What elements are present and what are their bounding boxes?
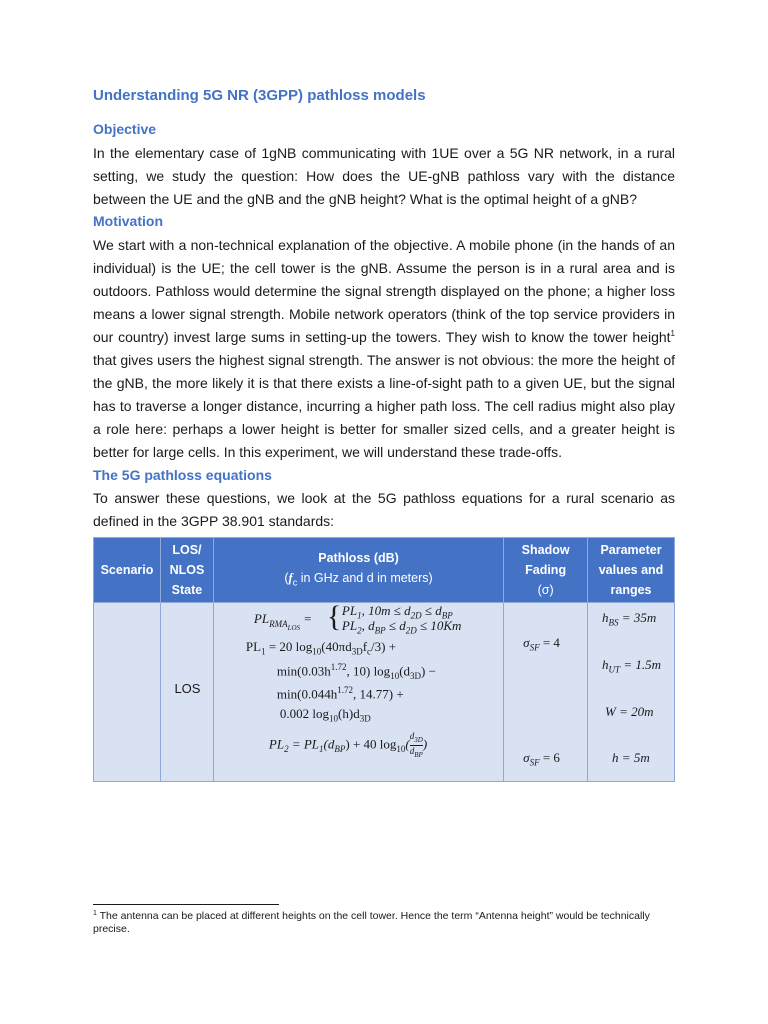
pl2-pl1sub: 1 (319, 743, 324, 754)
cell-pathloss (213, 600, 503, 782)
case-1-bp: BP (441, 610, 453, 621)
cell-scenario (94, 603, 161, 782)
sf2-sub: SF (529, 757, 540, 768)
case-2-d2d: 2D (405, 625, 417, 636)
pl1-l1-logsub: 10 (312, 646, 322, 657)
case-2 (342, 618, 462, 636)
pl-rma-lhs (254, 611, 312, 631)
pl1-l4-a: 0.002 log (279, 706, 330, 721)
cell-parameters (588, 603, 675, 782)
page-title: Understanding 5G NR (3GPP) pathloss models (93, 87, 426, 104)
header-param-line: values and (598, 563, 664, 577)
objective-heading: Objective (93, 121, 157, 137)
table-row (94, 603, 675, 782)
header-param-line: Parameter (600, 543, 662, 557)
case-1-le: ≤ d (421, 603, 442, 618)
pl2-e: ( (405, 736, 410, 752)
pl-rma-text: PL (253, 611, 270, 626)
case-1-d2d: 2D (410, 610, 422, 621)
pl1-l3-end: , 14.77) + (352, 686, 404, 702)
header-state-line: LOS/ (172, 543, 202, 557)
footnote-separator (93, 904, 279, 905)
header-pathloss-line: Pathloss (dB) (318, 550, 399, 565)
hut-val: = 1.5m (620, 657, 661, 672)
param-h: h = 5m (612, 750, 650, 765)
header-shadow-fading (504, 538, 588, 603)
pl1-l1-c: (40πd (321, 639, 352, 654)
header-paren: ( (284, 570, 289, 585)
header-param-line: ranges (610, 583, 652, 597)
pl-rma-subsub: LOS (287, 623, 301, 632)
hut-sub: UT (608, 664, 621, 675)
pl2-bpsub: BP (334, 743, 346, 754)
pl1-l1-d3d: 3D (351, 646, 363, 657)
header-state-line: NLOS (169, 563, 205, 577)
header-scenario: Scenario (94, 538, 161, 603)
shadow-fading-1 (523, 635, 560, 653)
case-2-bp: BP (374, 625, 386, 636)
pl2-logsub: 10 (396, 743, 406, 754)
pathloss-table (93, 537, 675, 782)
cell-state (160, 603, 213, 782)
header-shadow-line: Shadow (521, 543, 570, 557)
footnote (93, 910, 675, 936)
pl1-line-2 (277, 662, 436, 681)
pl1-l4-logsub: 10 (329, 713, 339, 724)
header-state-line: State (171, 583, 203, 597)
pl-rma-eq: = (300, 611, 313, 626)
header-fc: f (288, 570, 293, 585)
pl-rma-sub (269, 618, 301, 632)
pl1-l2-b: , 10) log (346, 663, 391, 679)
case-1-pl: PL (341, 603, 358, 618)
pl1-l2-end: ) − (421, 663, 436, 679)
param-w: W = 20m (605, 704, 654, 719)
case-brace: { (326, 600, 342, 633)
footnote-mark: 1 (93, 910, 97, 917)
equations-heading: The 5G pathloss equations (93, 467, 272, 483)
pl1-l1-sub: 1 (261, 646, 266, 657)
header-shadow-line: (σ) (537, 583, 554, 597)
pl2-den-sub: BP (414, 750, 423, 759)
param-hut (602, 657, 661, 675)
motivation-paragraph (93, 234, 675, 464)
pl1-l3-sup: 1.72 (337, 685, 353, 695)
pl1-l2-a: min(0.03h (276, 663, 331, 679)
case-1-sub: 1 (357, 610, 362, 621)
header-units-text: in GHz and d in meters) (297, 570, 433, 585)
hut-sym: h (602, 657, 609, 672)
pl1-l2-c: (d (399, 663, 411, 679)
pl1-line-1 (246, 639, 396, 657)
pl2-den-d: d (409, 745, 415, 756)
pl2-d: ) + 40 log (345, 736, 397, 752)
hbs-val: = 35m (618, 610, 657, 625)
sf2-val: = 6 (539, 750, 560, 765)
hbs-sym: h (602, 610, 609, 625)
motivation-heading: Motivation (93, 213, 163, 229)
table-header-row (94, 538, 675, 603)
pl2-c: (d (323, 736, 335, 752)
equations-paragraph: To answer these questions, we look at the 5G pathloss equations for a rural scenario as defined in the 3GPP 38.901 standards: (93, 490, 675, 529)
pl1-l3-a: min(0.044h (276, 686, 338, 702)
pl2-frac-num (410, 731, 423, 746)
pl2-num-sub: 3D (414, 735, 423, 744)
pl2-equation (269, 731, 427, 760)
pl2-frac-den (410, 746, 423, 760)
case-2-pl: PL (341, 618, 358, 633)
sf2-sym: σ (523, 750, 530, 765)
pl2-sub: 2 (284, 743, 289, 754)
motivation-text-part1: We start with a non-technical explanation of the objective. A mobile phone (in the hands of an individual) is the UE; the cell tower is the gNB. Assume the person is in a rural area and is outdoors. Pathloss would determine the signal strength displayed on the phone; a higher loss means a lower signal strength. Mobile network operators (think of the top service providers in our country) invest large sums in setting-up the towers. They wish to know the tower height (93, 237, 675, 345)
case-2-end: ≤ 10Km (416, 618, 462, 633)
header-parameters (588, 538, 675, 603)
pl1-l4-d3d: 3D (359, 713, 371, 724)
header-pathloss (213, 538, 503, 603)
sf1-sym: σ (523, 635, 530, 650)
motivation-text-part2: that gives users the highest signal strength. The answer is not obvious: the more the height of the gNB, the more likely it is that there exists a line-of-sight path to a given UE, but the signal has to traverse a longer distance, incurring a higher path loss. The cell radius might also play a role here: perhaps a lower height is better for smaller sized cells, and a greater height is better for large cells. In this experiment, we will understand these trade-offs. (93, 352, 675, 460)
pl1-l1-fcsub: c (367, 646, 372, 657)
case-2-sub: 2 (357, 625, 362, 636)
pl1-l1-end: /3) + (371, 639, 397, 654)
pl1-l2-logsub: 10 (390, 670, 400, 681)
pl2-f: ) (422, 736, 428, 752)
param-hbs (602, 610, 656, 628)
footnote-text: The antenna can be placed at different heights on the cell tower. Hence the term “Antenna height” would be technically precise. (93, 910, 650, 935)
header-state (160, 538, 213, 603)
pl1-l1-b: = 20 log (265, 639, 313, 654)
sf1-val: = 4 (539, 635, 560, 650)
shadow-fading-2 (523, 750, 560, 768)
sf1-sub: SF (529, 642, 540, 653)
pl2-num-d: d (409, 731, 415, 741)
pl1-l1-fc: f (362, 639, 368, 654)
header-shadow-line: Fading (525, 563, 567, 577)
pl1-line-3 (277, 685, 404, 702)
pl2-fraction (410, 731, 423, 760)
header-pathloss-units (216, 568, 501, 593)
objective-paragraph: In the elementary case of 1gNB communicating with 1UE over a 5G NR network, in a rural setting, we study the question: How does the UE-gNB pathloss vary with the distance between the UE and the gNB and the gNB height? What is the optimal height of a gNB? (93, 145, 675, 207)
case-1-cond: , 10m ≤ d (361, 603, 411, 618)
header-fc-sub: c (292, 577, 298, 588)
footnote-reference[interactable]: 1 (670, 329, 675, 338)
pl1-line-4 (280, 706, 371, 724)
pl2-a: PL (268, 736, 285, 752)
hbs-sub: BS (608, 617, 619, 628)
cell-shadow-fading (504, 603, 588, 782)
pl1-l2-sup: 1.72 (330, 662, 347, 672)
pl1-l1-a: PL (245, 639, 262, 654)
pl1-l4-b: (h)d (338, 706, 360, 721)
case-2-le: ≤ d (385, 618, 406, 633)
pl1-l2-d3d: 3D (410, 670, 422, 681)
case-2-cond: , d (361, 618, 375, 633)
pl-rma-sub-text: RMA (269, 618, 288, 629)
pl2-b: = PL (288, 736, 320, 752)
state-value: LOS (174, 681, 201, 696)
